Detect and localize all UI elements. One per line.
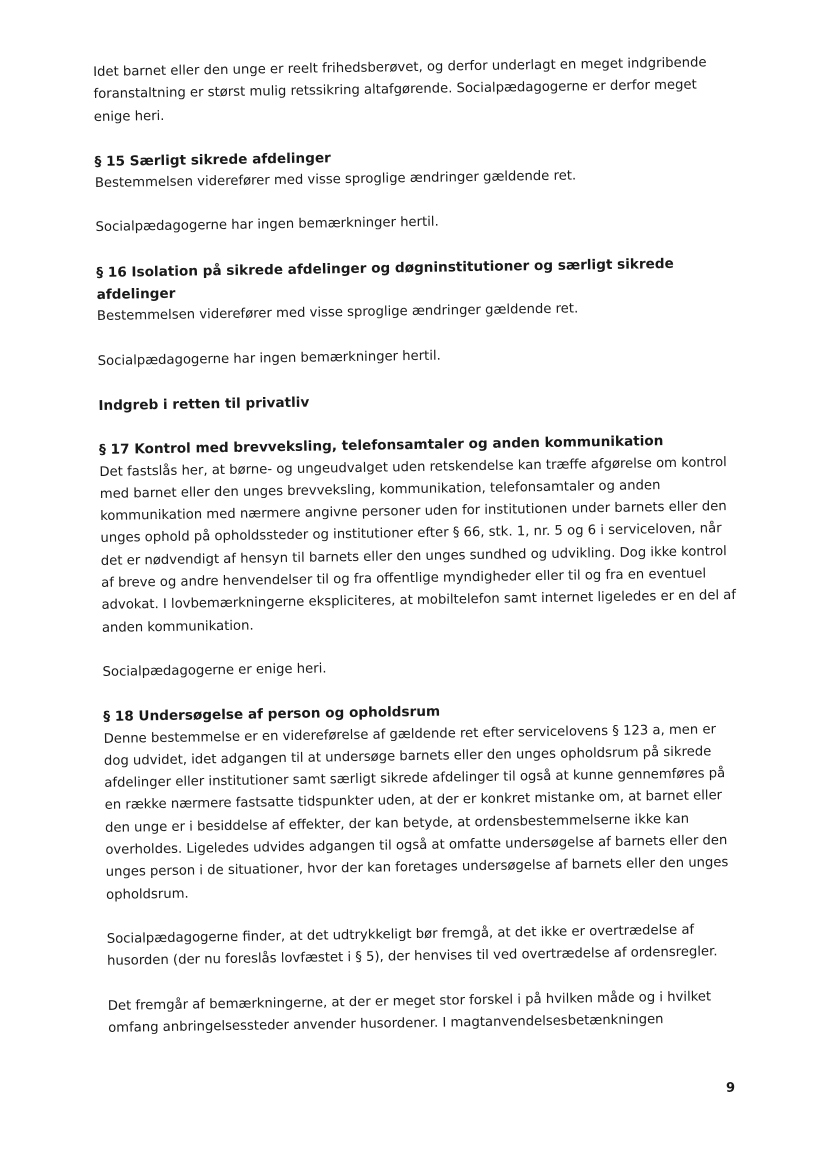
section-17-heading: § 17 Kontrol med brevveksling, telefonsamtaler og anden kommunikation xyxy=(98,433,664,459)
intro-paragraph: Idet barnet eller den unge er reelt frihedsberøvet, og derfor underlagt en meget indgribende foranstaltning er størst mulig retssikring altafgørende. Socialpædagogerne er derfor meget enige heri. xyxy=(93,55,707,125)
section-15-body: Bestemmelsen viderefører med visse sproglige ændringer gældende ret. xyxy=(94,168,577,192)
section-15-heading: § 15 Særligt sikrede afdelinger xyxy=(94,150,331,170)
section-18-heading: § 18 Undersøgelse af person og opholdsrum xyxy=(103,703,441,726)
section-17-comment: Socialpædagogerne er enige heri. xyxy=(102,661,327,680)
section-18-comment-1: Socialpædagogerne finder, at det udtrykkeligt bør fremgå, at det ikke er overtrædelse af husorden (der nu foreslås lovfæstet i § 5), der henvises til ved overtrædelse af ordensregler. xyxy=(106,922,718,970)
section-18-comment-2: Det fremgår af bemærkningerne, at der er meget stor forskel i på hvilken måde og i hvilket omfang anbringelsessteder anvender husordener. I magtanvendelsesbetænkningen xyxy=(107,988,712,1036)
document-page xyxy=(93,52,748,1040)
section-16-comment: Socialpædagogerne har ingen bemærkninger hertil. xyxy=(97,348,441,369)
privacy-heading: Indgreb i retten til privatliv xyxy=(98,394,310,414)
section-16-body: Bestemmelsen viderefører med visse sproglige ændringer gældende ret. xyxy=(96,301,579,325)
section-16-heading: § 16 Isolation på sikrede afdelinger og døgninstitutioner og særligt sikrede afdelinger xyxy=(96,255,674,304)
page-number: 9 xyxy=(726,1081,736,1096)
section-17-body: Det fastslås her, at børne- og ungeudvalget uden retskendelse kan træffe afgørelse om kontrol med barnet eller den unges brevveksling, kommunikation, telefonsamtaler og anden kommunikation med nærmere angivne personer uden for institutionen under barnets eller den unges ophold på opholdssteder og institutioner efter § 66, stk. 1, nr. 5 og 6 i serviceloven, når det er nødvendigt af hensyn til barnets eller den unges sundhed og udvikling. Dog ikke kontrol af breve og andre henvendelser til og fra offentlige myndigheder eller til og fra en eventuel advokat. I lovbemærkningerne ekspliciteres, at mobiltelefon samt internet ligeledes er en del af anden kommunikation. xyxy=(99,454,737,636)
section-15-comment: Socialpædagogerne har ingen bemærkninger hertil. xyxy=(95,215,439,236)
section-18-body: Denne bestemmelse er en videreførelse af gældende ret efter servicelovens § 123 a, men er dog udvidet, idet adgangen til at undersøge barnets eller den unges opholdsrum på sikrede afdelinger eller institutioner samt særligt sikrede afdelinger til også at kunne gennemføres på en række nærmere fastsatte tidspunkter uden, at der er konkret mistanke om, at barnet eller den unge er i besiddelse af effekter, der kan betyde, at ordensbestemmelserne ikke kan overholdes. Ligeledes udvides adgangen til også at omfatte undersøgelse af barnets eller den unges person i de situationer, hvor der kan foretages undersøgelse af barnets eller den unges opholdsrum. xyxy=(103,721,729,903)
